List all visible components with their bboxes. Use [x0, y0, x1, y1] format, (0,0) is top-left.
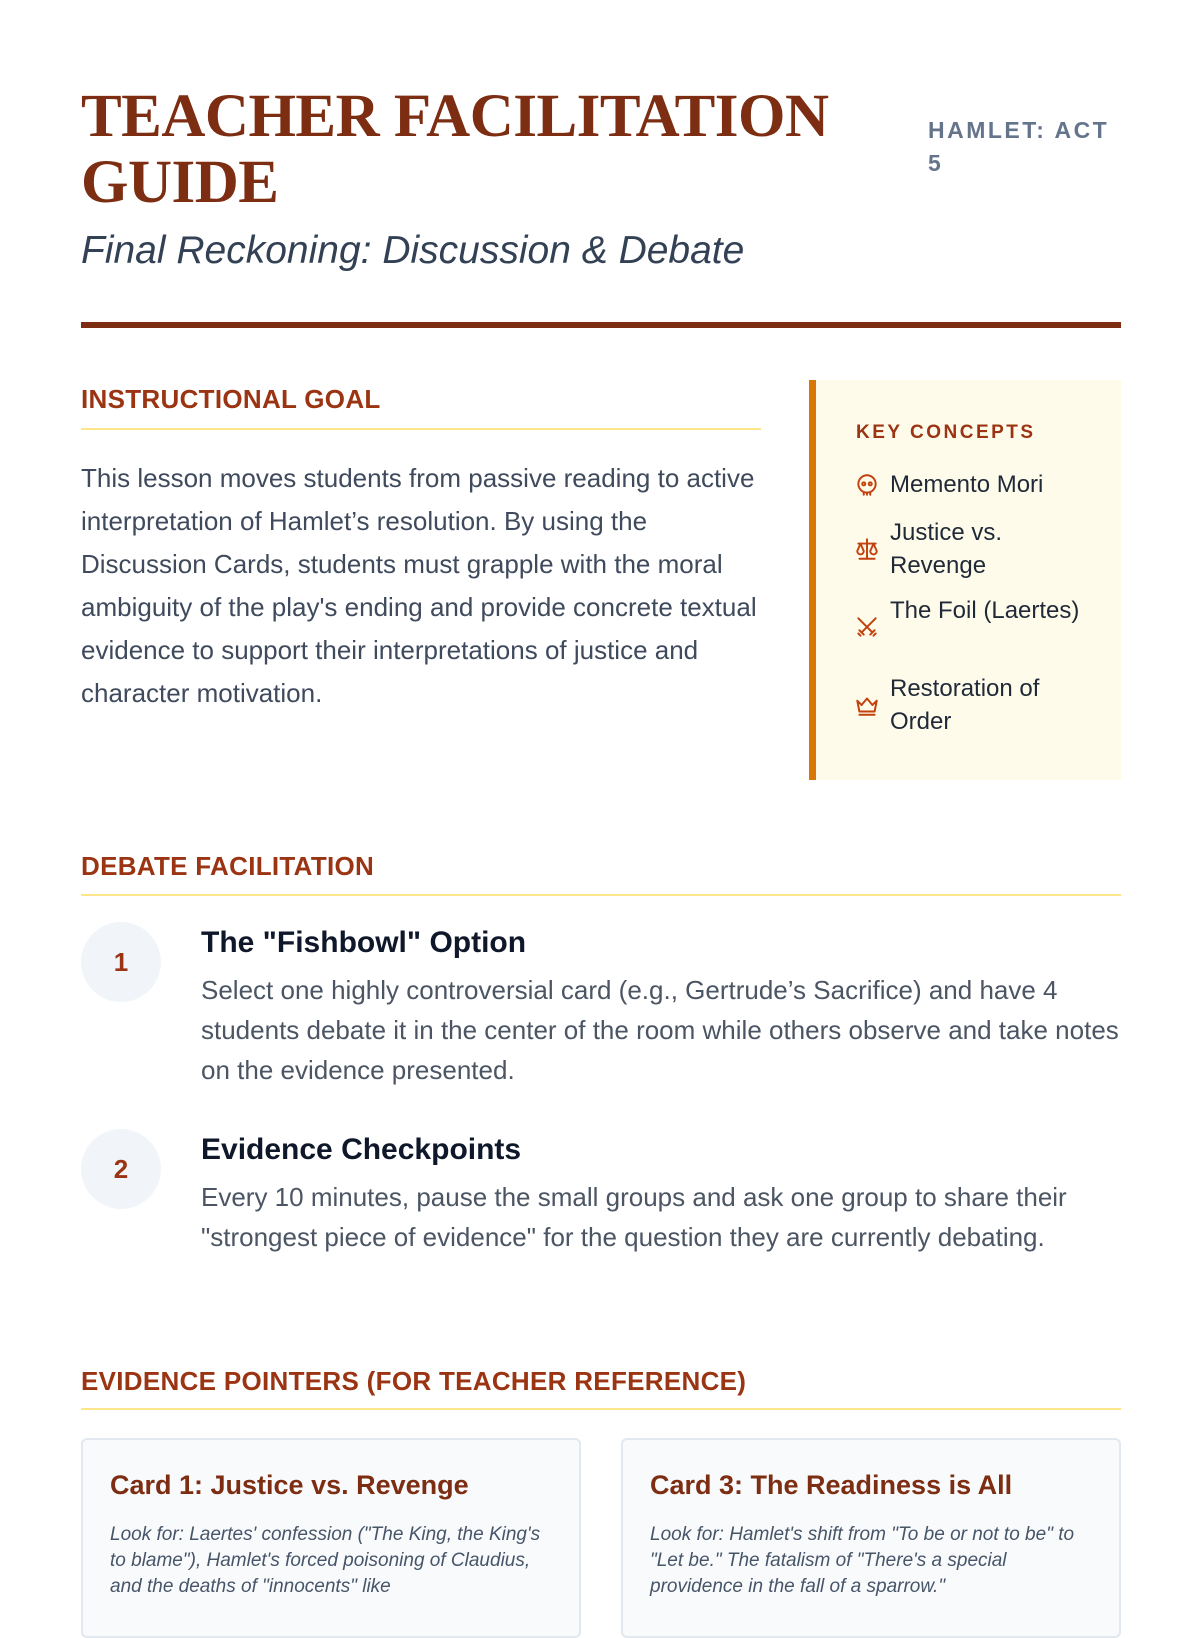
concept-label: Memento Mori [890, 471, 1044, 498]
crown-icon [854, 692, 880, 718]
key-concepts-heading: KEY CONCEPTS [856, 422, 1036, 443]
debate-divider [81, 894, 1121, 896]
step-title: Evidence Checkpoints [201, 1133, 522, 1166]
evidence-card-body: Look for: Laertes' confession ("The King, the King's to blame"), Hamlet's forced poisoning of Claudius, and the deaths of "innocents" like [110, 1524, 541, 1597]
goal-divider [81, 428, 761, 430]
debate-step [81, 1129, 1121, 1299]
skull-icon [854, 472, 880, 498]
key-concepts-box [809, 380, 1121, 780]
page-subtitle: Final Reckoning: Discussion & Debate [81, 229, 745, 272]
crossed-swords-icon [854, 614, 880, 640]
step-title: The "Fishbowl" Option [201, 926, 527, 959]
evidence-card-body: Look for: Hamlet's shift from "To be or not to be" to "Let be." The fatalism of "There's a special providence in the fall of a sparrow." [650, 1524, 1075, 1597]
concept-label: The Foil (Laertes) [890, 597, 1080, 624]
scales-icon [854, 536, 880, 562]
goal-text: This lesson moves students from passive reading to active interpretation of Hamlet’s resolution. By using the Discussion Cards, students must grapple with the moral ambiguity of the play's ending and provide concrete textual evidence to support their interpretations of justice and character motivation. [81, 463, 757, 708]
page-title: TEACHER FACILITATION GUIDE [81, 83, 829, 216]
evidence-card-title: Card 1: Justice vs. Revenge [110, 1470, 469, 1500]
facilitation-guide-page [81, 0, 1121, 1600]
debate-step [81, 922, 1121, 1092]
concept-label: Justice vs. Revenge [890, 519, 1003, 579]
step-number-badge: 2 [81, 1129, 161, 1209]
unit-tag: HAMLET: ACT 5 [928, 117, 1110, 176]
header-divider [81, 322, 1121, 328]
goal-heading: INSTRUCTIONAL GOAL [81, 384, 381, 414]
evidence-divider [81, 1408, 1121, 1410]
step-body: Every 10 minutes, pause the small groups and ask one group to share their "strongest piece of evidence" for the question they are currently debating. [201, 1182, 1067, 1252]
evidence-card [81, 1438, 581, 1638]
evidence-card [621, 1438, 1121, 1638]
step-number-badge: 1 [81, 922, 161, 1002]
concept-label: Restoration of Order [890, 675, 1040, 735]
debate-heading: DEBATE FACILITATION [81, 851, 375, 881]
step-body: Select one highly controversial card (e.g., Gertrude’s Sacrifice) and have 4 students debate it in the center of the room while others observe and take notes on the evidence presented. [201, 975, 1119, 1085]
evidence-heading: EVIDENCE POINTERS (FOR TEACHER REFERENCE) [81, 1366, 747, 1396]
document-header [81, 84, 1121, 326]
evidence-card-title: Card 3: The Readiness is All [650, 1470, 1013, 1500]
